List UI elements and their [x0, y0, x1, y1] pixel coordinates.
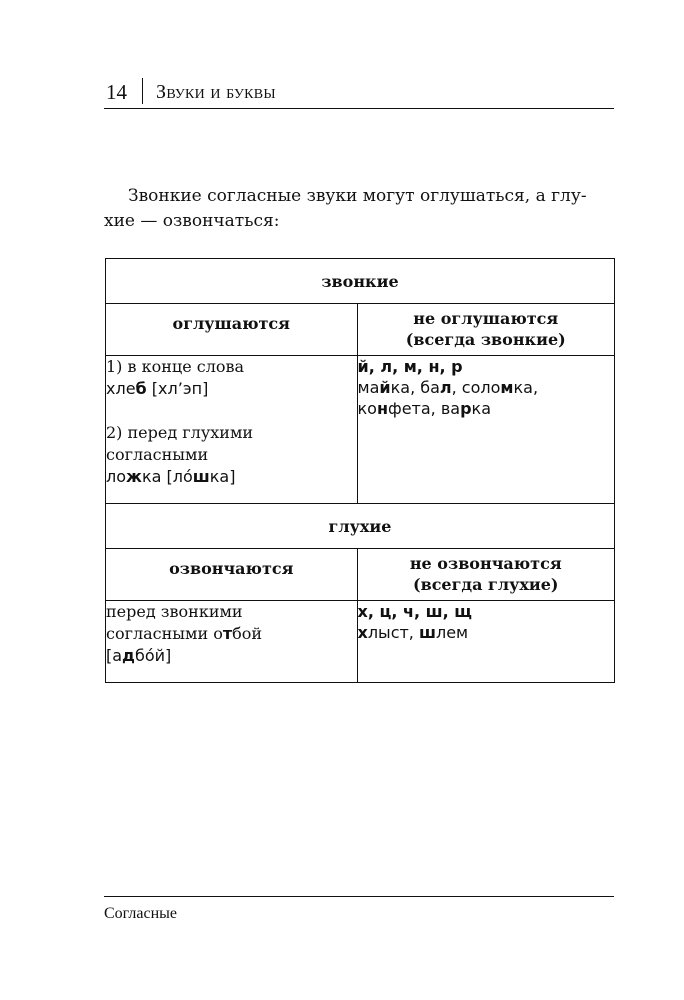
- sonorant-examples-line1: майка, бал, соломка,: [357, 378, 539, 397]
- voiceless-col1-header: [106, 549, 358, 601]
- voiceless-col1-header-text: озвончаются: [169, 559, 294, 578]
- voiceless-voicing-rule: [106, 601, 358, 683]
- section-voiced-title: звонкие: [106, 259, 615, 304]
- sonorant-letters: й, л, м, н, р: [357, 357, 463, 376]
- voiced-devoicing-rules: [106, 356, 358, 504]
- rule-before-voiced-transcription: [адбо́й]: [106, 646, 172, 665]
- intro-line-2: хие — озвончаться:: [104, 211, 280, 231]
- rule-before-voiceless: 2) перед глухими: [106, 423, 254, 442]
- unpaired-voiceless-letters: х, ц, ч, ш, щ: [357, 602, 472, 621]
- intro-line-1: Звонкие согласные звуки могут оглушаться, а глу-: [128, 186, 587, 206]
- rule-before-voiceless-line2: согласными: [106, 445, 209, 464]
- rule-before-voiceless-example: ложка [ло́шка]: [106, 467, 236, 486]
- rule-word-end-example: хлеб [хл’эп]: [106, 379, 209, 398]
- consonant-rules-table: [105, 258, 615, 683]
- running-footer: [104, 896, 614, 922]
- running-header: [104, 78, 614, 109]
- unpaired-voiceless-examples: хлыст, шлем: [357, 623, 469, 642]
- voiceless-col2-header-line1: не озвончаются: [409, 554, 562, 573]
- rule-before-voiced-line1: перед звонкими: [106, 602, 243, 621]
- rule-before-voiced-line2: согласными отбой: [106, 624, 263, 643]
- voiceless-col2-header-line2: (всегда глухие): [413, 575, 559, 594]
- voiceless-never-voiced: [357, 601, 615, 683]
- rule-word-end: 1) в конце слова: [106, 357, 245, 376]
- footer-section-name: Согласные: [104, 905, 178, 922]
- header-divider: [142, 78, 143, 104]
- voiced-never-devoiced: [357, 356, 615, 504]
- voiceless-col2-header: [357, 549, 615, 601]
- page-number: 14: [106, 80, 127, 104]
- voiced-col1-header: [106, 304, 358, 356]
- intro-paragraph: [104, 184, 616, 234]
- section-voiceless-title: глухие: [106, 504, 615, 549]
- voiced-col2-header-line1: не оглушаются: [413, 309, 559, 328]
- sonorant-examples-line2: конфета, варка: [357, 399, 491, 418]
- voiced-col2-header: [357, 304, 615, 356]
- voiced-col2-header-line2: (всегда звонкие): [405, 330, 566, 349]
- voiced-col1-header-text: оглушаются: [172, 314, 290, 333]
- chapter-title: Звуки и буквы: [156, 81, 276, 103]
